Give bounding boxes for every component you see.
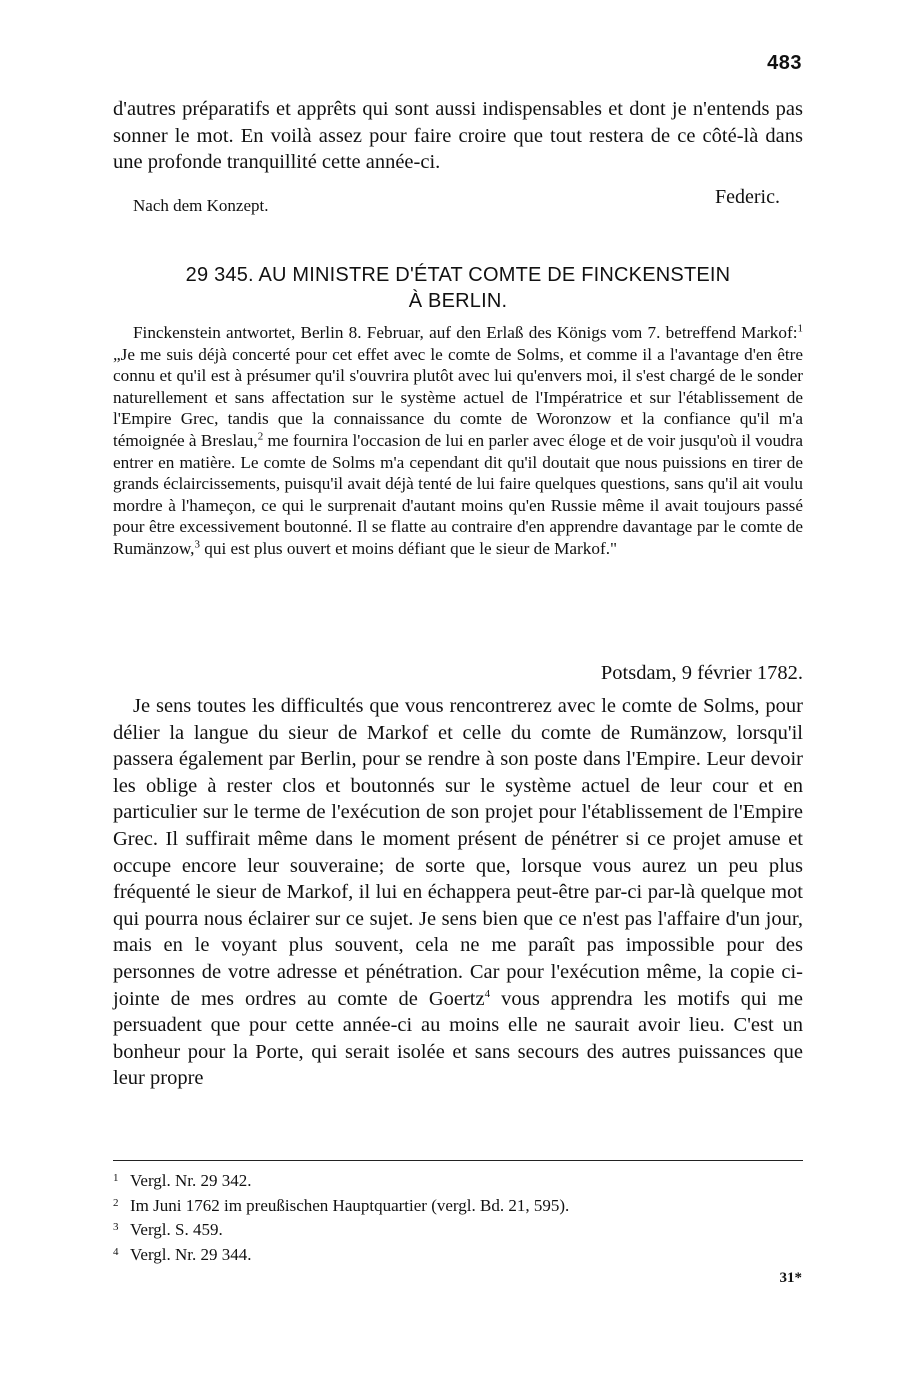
footnote-1 [113, 1170, 803, 1195]
footnote-ref-2: 2 [257, 430, 264, 443]
summary-text-3: me fournira l'occasion de lui en parler avec éloge et de voir jusqu'où il voudra entrer en matière. Le comte de Solms m'a cependant dit qu'il doutait que nous puissions en tirer de grands éclaircissements, puisqu'il avait déjà tenté de lui faire quelques questions, sans qu'il ait voulu mordre à l'hameçon, ce qui le surprenait d'autant moins qu'en Russie même il avait toujours passé pour être excessivement boutonné. Il se flatte au contraire d'en apprendre davantage par le comte de Rumänzow, [113, 430, 804, 558]
printer-signature-mark: 31* [779, 1270, 802, 1286]
footnote-number: 1 [113, 1172, 119, 1184]
summary-text-1: Finckenstein antwortet, Berlin 8. Februar, auf den Erlaß des Königs vom 7. betreffend Markof: [133, 323, 798, 342]
letter-text-2: vous apprendra les motifs qui me persuadent que pour cette année-ci au moins elle ne saurait avoir lieu. C'est un bonheur pour la Porte, qui serait isolée et sans secours des autres puissances que leur propre [113, 987, 803, 1090]
footnote-text: Im Juni 1762 im preußischen Hauptquartier (vergl. Bd. 21, 595). [130, 1195, 570, 1215]
footnote-number: 3 [113, 1221, 119, 1233]
letter-text-1: Je sens toutes les difficultés que vous rencontrerez avec le comte de Solms, pour délier la langue du sieur de Markof et celle du comte de Rumänzow, lorsqu'il passera également par Berlin, pour se rendre à son poste dans l'Empire. Leur devoir les oblige à rester clos et boutonnés sur le système actuel de leur cour et en particulier sur le terme de l'exécution de son projet pour l'établissement de l'Empire Grec. Il suffirait même dans le moment présent de pénétrer si ce projet amuse et occupe encore leur souveraine; de sorte que, lorsque vous aurez un peu plus fréquenté le sieur de Markof, il lui en échappera peut-être par-ci par-là quelque mot qui pourra nous éclairer sur ce sujet. Je sens bien que ce n'est pas l'affaire d'un jour, mais en le voyant plus souvent, cela ne me paraît pas impossible pour des personnes de votre adresse et pénétration. Car pour l'exécution même, la copie ci-jointe de mes ordres au comte de Goertz [113, 695, 803, 1010]
summary-paragraph [113, 322, 803, 560]
footnote-2 [113, 1195, 803, 1220]
letter-body [113, 693, 803, 1092]
opening-text: d'autres préparatifs et apprêts qui sont aussi indispensables et dont je n'entends pas sonner le mot. En voilà assez pour faire croire que tout restera de ce côté-là dans une profonde tranquillité cette année-ci. [113, 98, 803, 174]
footnote-4 [113, 1244, 803, 1269]
page-number: 483 [767, 52, 802, 74]
footnote-ref-4: 4 [484, 987, 491, 1000]
footnote-3 [113, 1219, 803, 1244]
footnotes [113, 1170, 803, 1268]
letter-signature: Federic. [715, 186, 780, 208]
footnote-ref-3: 3 [194, 538, 200, 551]
source-note: Nach dem Konzept. [133, 196, 269, 215]
footnote-text: Vergl. Nr. 29 342. [130, 1171, 252, 1190]
footnote-text: Vergl. S. 459. [130, 1220, 223, 1239]
summary-text-4: qui est plus ouvert et moins défiant que le sieur de Markof." [199, 538, 618, 558]
footnote-number: 4 [113, 1245, 119, 1258]
footnote-number: 2 [113, 1196, 119, 1209]
document-heading [113, 262, 803, 314]
footnote-text: Vergl. Nr. 29 344. [130, 1244, 252, 1264]
footnote-divider [113, 1160, 803, 1161]
dateline: Potsdam, 9 février 1782. [600, 662, 803, 684]
opening-paragraph [113, 96, 803, 176]
heading-line-1: 29 345. AU MINISTRE D'ÉTAT COMTE DE FINCKENSTEIN [185, 264, 731, 286]
heading-line-2: À BERLIN. [408, 290, 508, 312]
footnote-ref-1: 1 [797, 322, 803, 335]
summary-text-2: „Je me suis déjà concerté pour cet effet avec le comte de Solms, et comme il a l'avantage d'en être connu et qu'il est à présumer qu'il s'ouvrira plutôt avec lui qu'envers moi, il s'est chargé de le sonder naturellement et sans affectation sur le système actuel de l'Impératrice et sur l'établissement de l'Empire Grec, tandis que la connaissance du comte de Woronzow et la confiance qu'il m'a témoignée à Breslau, [113, 344, 803, 450]
